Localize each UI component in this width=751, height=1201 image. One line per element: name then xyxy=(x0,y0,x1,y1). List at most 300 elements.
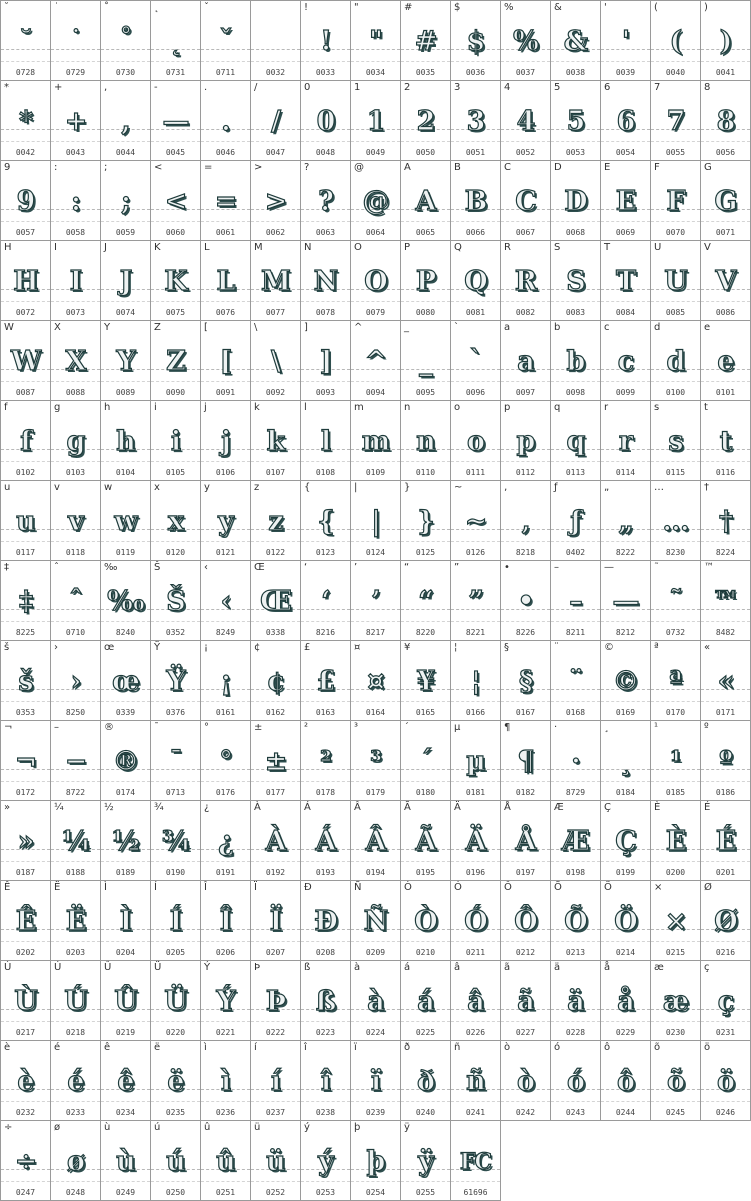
character-label: ¬ xyxy=(4,722,13,733)
glyph-preview: 3 xyxy=(466,106,485,137)
character-label: £ xyxy=(304,642,311,653)
glyph-preview: ³ xyxy=(370,746,381,777)
descender-guide xyxy=(101,1021,150,1022)
character-label: O xyxy=(354,242,362,253)
glyph-preview: ö xyxy=(716,1066,734,1097)
descender-guide xyxy=(101,381,150,382)
char-code: 0250 xyxy=(165,1188,186,1197)
character-label: 6 xyxy=(604,82,611,93)
char-code: 0079 xyxy=(365,308,386,317)
glyph-preview: S xyxy=(566,266,585,297)
glyph-cell xyxy=(1,401,51,481)
char-code: 0204 xyxy=(115,948,136,957)
character-label: X xyxy=(54,322,61,333)
glyph-cell xyxy=(451,81,501,161)
character-label: ¦ xyxy=(454,642,458,653)
character-label: | xyxy=(354,482,358,493)
glyph-preview: ã xyxy=(517,986,534,1017)
char-code: 0206 xyxy=(215,948,236,957)
descender-guide xyxy=(451,141,500,142)
descender-guide xyxy=(551,461,600,462)
glyph-preview: ¬ xyxy=(14,746,37,777)
character-label: Q xyxy=(454,242,462,253)
character-label: Ä xyxy=(454,802,461,813)
glyph-preview: Û xyxy=(114,986,137,1017)
glyph-cell xyxy=(251,801,301,881)
char-code: 0050 xyxy=(415,148,436,157)
descender-guide xyxy=(601,621,650,622)
character-label: ³ xyxy=(354,722,359,733)
glyph-preview: P xyxy=(415,266,436,297)
char-code: 0121 xyxy=(215,548,236,557)
character-label: = xyxy=(204,162,213,173)
character-label: 0 xyxy=(304,82,311,93)
char-code: 0172 xyxy=(15,788,36,797)
character-label: 2 xyxy=(404,82,411,93)
char-code: 0182 xyxy=(515,788,536,797)
char-code: 0200 xyxy=(665,868,686,877)
character-label: H xyxy=(4,242,12,253)
glyph-cell xyxy=(451,721,501,801)
glyph-preview: ~ xyxy=(464,506,487,537)
character-label: ÿ xyxy=(404,1122,410,1133)
char-code: 0213 xyxy=(565,948,586,957)
character-label: ‘ xyxy=(304,562,308,573)
glyph-preview: ð xyxy=(416,1066,434,1097)
character-label: ; xyxy=(104,162,108,173)
descender-guide xyxy=(501,541,550,542)
descender-guide xyxy=(401,141,450,142)
character-label: L xyxy=(204,242,210,253)
glyph-cell xyxy=(201,721,251,801)
glyph-preview: Ó xyxy=(464,906,487,937)
glyph-preview: û xyxy=(216,1146,235,1177)
descender-guide xyxy=(701,541,750,542)
character-label: k xyxy=(254,402,260,413)
glyph-preview: L xyxy=(216,266,235,297)
char-code: 0104 xyxy=(115,468,136,477)
glyph-cell xyxy=(451,321,501,401)
glyph-preview: ˛ xyxy=(169,26,182,57)
glyph-cell xyxy=(151,321,201,401)
glyph-preview: Ë xyxy=(65,906,86,937)
char-code: 0098 xyxy=(565,388,586,397)
character-label: ê xyxy=(104,1042,111,1053)
glyph-preview: ¼ xyxy=(61,826,90,857)
glyph-preview: þ xyxy=(366,1146,385,1177)
char-code: 0167 xyxy=(515,708,536,717)
character-label: p xyxy=(504,402,511,413)
character-label: 4 xyxy=(504,82,511,93)
glyph-preview: © xyxy=(612,666,639,697)
glyph-cell xyxy=(1,561,51,641)
descender-guide xyxy=(551,301,600,302)
char-code: 0097 xyxy=(515,388,536,397)
glyph-preview: N xyxy=(313,266,338,297)
descender-guide xyxy=(151,781,200,782)
glyph-cell xyxy=(201,961,251,1041)
descender-guide xyxy=(251,781,300,782)
glyph-preview: # xyxy=(414,26,437,57)
descender-guide xyxy=(151,861,200,862)
character-label: ˙ xyxy=(54,2,59,13)
glyph-cell xyxy=(51,161,101,241)
char-code: 0037 xyxy=(515,68,536,77)
char-code: 0064 xyxy=(365,228,386,237)
char-code: 0048 xyxy=(315,148,336,157)
descender-guide xyxy=(401,381,450,382)
character-label: r xyxy=(604,402,609,413)
glyph-preview: ê xyxy=(117,1066,134,1097)
char-code: 0179 xyxy=(365,788,386,797)
char-code: 61696 xyxy=(463,1188,488,1197)
descender-guide xyxy=(501,381,550,382)
glyph-preview: ¸ xyxy=(619,746,632,777)
character-label: ¡ xyxy=(204,642,209,653)
descender-guide xyxy=(451,861,500,862)
glyph-preview: “ xyxy=(418,586,433,617)
descender-guide xyxy=(1,301,50,302)
descender-guide xyxy=(1,381,50,382)
glyph-cell xyxy=(301,1041,351,1121)
glyph-cell xyxy=(601,241,651,321)
glyph-preview: M xyxy=(261,266,290,297)
char-code: 0082 xyxy=(515,308,536,317)
descender-guide xyxy=(201,1101,250,1102)
character-label: È xyxy=(654,802,661,813)
descender-guide xyxy=(351,941,400,942)
glyph-preview: ý xyxy=(318,1146,333,1177)
glyph-cell xyxy=(1,881,51,961)
char-code: 0176 xyxy=(215,788,236,797)
char-code: 0074 xyxy=(115,308,136,317)
descender-guide xyxy=(251,381,300,382)
char-code: 0233 xyxy=(65,1108,86,1117)
char-code: 0056 xyxy=(715,148,736,157)
glyph-cell xyxy=(451,641,501,721)
glyph-preview: ¥ xyxy=(416,666,435,697)
glyph-preview: Ÿ xyxy=(166,666,185,697)
char-code: 0107 xyxy=(265,468,286,477)
descender-guide xyxy=(301,461,350,462)
glyph-cell xyxy=(51,1,101,81)
glyph-preview: 7 xyxy=(666,106,685,137)
glyph-preview: | xyxy=(371,506,380,537)
glyph-preview: Ð xyxy=(314,906,337,937)
glyph-cell xyxy=(401,481,451,561)
glyph-cell xyxy=(1,81,51,161)
glyph-cell xyxy=(701,321,751,401)
character-label: « xyxy=(704,642,711,653)
descender-guide xyxy=(351,221,400,222)
char-code: 0161 xyxy=(215,708,236,717)
glyph-preview: Ï xyxy=(269,906,282,937)
glyph-cell xyxy=(51,961,101,1041)
descender-guide xyxy=(601,701,650,702)
glyph-cell xyxy=(601,1,651,81)
descender-guide xyxy=(351,461,400,462)
descender-guide xyxy=(651,1101,700,1102)
character-label: 5 xyxy=(554,82,561,93)
descender-guide xyxy=(551,701,600,702)
char-code: 0186 xyxy=(715,788,736,797)
descender-guide xyxy=(51,61,100,62)
glyph-cell xyxy=(651,81,701,161)
descender-guide xyxy=(351,381,400,382)
char-code: 0049 xyxy=(365,148,386,157)
descender-guide xyxy=(251,1021,300,1022)
character-label: ¼ xyxy=(54,802,64,813)
character-label: P xyxy=(404,242,411,253)
glyph-cell xyxy=(1,241,51,321)
glyph-cell xyxy=(551,241,601,321)
descender-guide xyxy=(351,1101,400,1102)
glyph-preview: Œ xyxy=(260,586,291,617)
char-code: 0076 xyxy=(215,308,236,317)
descender-guide xyxy=(701,381,750,382)
glyph-preview: ß xyxy=(315,986,336,1017)
glyph-preview: ° xyxy=(219,746,232,777)
glyph-cell xyxy=(301,1121,351,1201)
glyph-cell xyxy=(201,801,251,881)
glyph-preview: ™ xyxy=(712,586,739,617)
glyph-cell xyxy=(301,881,351,961)
descender-guide xyxy=(1,1021,50,1022)
descender-guide xyxy=(201,461,250,462)
glyph-cell xyxy=(651,641,701,721)
character-label: y xyxy=(204,482,210,493)
char-code: 0063 xyxy=(315,228,336,237)
character-label: V xyxy=(704,242,711,253)
glyph-preview: « xyxy=(717,666,734,697)
character-label: j xyxy=(204,402,207,413)
glyph-preview: õ xyxy=(666,1066,684,1097)
character-label: f xyxy=(4,402,8,413)
glyph-cell xyxy=(701,401,751,481)
char-code: 8729 xyxy=(565,788,586,797)
char-code: 0036 xyxy=(465,68,486,77)
descender-guide xyxy=(201,621,250,622)
glyph-cell xyxy=(501,961,551,1041)
glyph-cell xyxy=(501,1041,551,1121)
descender-guide xyxy=(201,301,250,302)
descender-guide xyxy=(601,541,650,542)
char-code: 0710 xyxy=(65,628,86,637)
descender-guide xyxy=(351,541,400,542)
glyph-cell xyxy=(451,1,501,81)
glyph-preview: % xyxy=(513,26,538,57)
character-label: ? xyxy=(304,162,310,173)
glyph-cell xyxy=(451,801,501,881)
char-code: 0045 xyxy=(165,148,186,157)
glyph-preview: Ø xyxy=(714,906,737,937)
character-label: Ö xyxy=(604,882,612,893)
glyph-cell xyxy=(1,321,51,401)
descender-guide xyxy=(101,1101,150,1102)
glyph-cell xyxy=(651,1,701,81)
glyph-cell xyxy=(151,641,201,721)
descender-guide xyxy=(451,461,500,462)
character-label: % xyxy=(504,2,514,13)
glyph-preview: ˜ xyxy=(669,586,682,617)
character-label: ' xyxy=(604,2,607,13)
character-label: û xyxy=(204,1122,211,1133)
descender-guide xyxy=(451,781,500,782)
descender-guide xyxy=(51,621,100,622)
glyph-preview: è xyxy=(17,1066,34,1097)
glyph-cell xyxy=(701,161,751,241)
descender-guide xyxy=(301,141,350,142)
character-label: l xyxy=(304,402,307,413)
descender-guide xyxy=(701,1101,750,1102)
descender-guide xyxy=(151,301,200,302)
char-code: 0251 xyxy=(215,1188,236,1197)
char-code: 0353 xyxy=(15,708,36,717)
glyph-preview: g xyxy=(66,426,85,457)
char-code: 0201 xyxy=(715,868,736,877)
glyph-preview: Ñ xyxy=(363,906,388,937)
glyph-preview: ¡ xyxy=(220,666,231,697)
glyph-preview: = xyxy=(214,186,237,217)
glyph-preview: µ xyxy=(466,746,485,777)
char-code: 0235 xyxy=(165,1108,186,1117)
glyph-cell xyxy=(151,81,201,161)
descender-guide xyxy=(201,381,250,382)
descender-guide xyxy=(451,541,500,542)
glyph-cell xyxy=(1,481,51,561)
character-label: § xyxy=(504,642,509,653)
char-code: 0239 xyxy=(365,1108,386,1117)
character-label: ô xyxy=(604,1042,611,1053)
glyph-preview: ª xyxy=(669,666,682,697)
glyph-cell xyxy=(551,1041,601,1121)
character-label: – xyxy=(554,562,559,573)
descender-guide xyxy=(201,781,250,782)
glyph-preview: G xyxy=(714,186,737,217)
char-code: 0093 xyxy=(315,388,336,397)
character-label: Å xyxy=(504,802,511,813)
character-label: ° xyxy=(204,722,209,733)
char-code: 0216 xyxy=(715,948,736,957)
glyph-preview: ˘ xyxy=(19,26,32,57)
descender-guide xyxy=(201,541,250,542)
descender-guide xyxy=(101,781,150,782)
glyph-cell xyxy=(701,81,751,161)
glyph-preview: J xyxy=(119,266,132,297)
char-code: 0177 xyxy=(265,788,286,797)
glyph-preview: A xyxy=(415,186,436,217)
descender-guide xyxy=(201,861,250,862)
char-code: 0163 xyxy=(315,708,336,717)
char-code: 8249 xyxy=(215,628,236,637)
glyph-cell xyxy=(351,1,401,81)
glyph-cell xyxy=(351,1121,401,1201)
descender-guide xyxy=(301,221,350,222)
character-label: Ù xyxy=(4,962,12,973)
char-code: 0035 xyxy=(415,68,436,77)
glyph-cell xyxy=(351,321,401,401)
character-label: ¤ xyxy=(354,642,361,653)
character-label: ( xyxy=(654,2,658,13)
descender-guide xyxy=(701,1021,750,1022)
character-label: g xyxy=(54,402,61,413)
glyph-preview: ì xyxy=(220,1066,231,1097)
glyph-cell xyxy=(151,1121,201,1201)
glyph-preview: ‹ xyxy=(220,586,231,617)
descender-guide xyxy=(701,701,750,702)
char-code: 0731 xyxy=(165,68,186,77)
char-code: 0077 xyxy=(265,308,286,317)
glyph-cell xyxy=(301,561,351,641)
glyph-preview: ® xyxy=(112,746,139,777)
character-label: Ô xyxy=(504,882,512,893)
character-label: t xyxy=(704,402,708,413)
descender-guide xyxy=(651,461,700,462)
glyph-cell xyxy=(51,561,101,641)
glyph-cell xyxy=(101,321,151,401)
glyph-cell xyxy=(101,561,151,641)
char-code: 0081 xyxy=(465,308,486,317)
char-code: 0223 xyxy=(315,1028,336,1037)
descender-guide xyxy=(51,461,100,462)
char-code: 0248 xyxy=(65,1188,86,1197)
char-code: 0032 xyxy=(265,68,286,77)
glyph-preview: u xyxy=(16,506,35,537)
character-label: J xyxy=(104,242,107,253)
descender-guide xyxy=(1,1181,50,1182)
glyph-preview: Å xyxy=(515,826,536,857)
character-label: ’ xyxy=(354,562,358,573)
glyph-preview: ¢ xyxy=(266,666,285,697)
descender-guide xyxy=(601,381,650,382)
char-code: 0113 xyxy=(565,468,586,477)
glyph-cell xyxy=(51,721,101,801)
glyph-preview: y xyxy=(218,506,233,537)
character-label: î xyxy=(304,1042,307,1053)
descender-guide xyxy=(651,621,700,622)
glyph-cell xyxy=(551,1,601,81)
descender-guide xyxy=(251,941,300,942)
char-code: 0058 xyxy=(65,228,86,237)
descender-guide xyxy=(101,861,150,862)
char-code: 0039 xyxy=(615,68,636,77)
character-label: h xyxy=(104,402,111,413)
glyph-preview: a xyxy=(517,346,534,377)
descender-guide xyxy=(201,1021,250,1022)
char-code: 0196 xyxy=(465,868,486,877)
glyph-cell xyxy=(701,961,751,1041)
glyph-preview: Ô xyxy=(514,906,537,937)
character-label: 8 xyxy=(704,82,711,93)
glyph-cell xyxy=(151,401,201,481)
character-label: — xyxy=(604,562,614,573)
glyph-preview: Æ xyxy=(562,826,589,857)
descender-guide xyxy=(501,221,550,222)
glyph-cell xyxy=(151,801,201,881)
glyph-cell xyxy=(701,641,751,721)
glyph-preview: ò xyxy=(516,1066,534,1097)
descender-guide xyxy=(501,61,550,62)
char-code: 8224 xyxy=(715,548,736,557)
descender-guide xyxy=(1,861,50,862)
char-code: 0069 xyxy=(615,228,636,237)
descender-guide xyxy=(351,1181,400,1182)
char-code: 0171 xyxy=(715,708,736,717)
character-label: b xyxy=(554,322,561,333)
glyph-preview: ñ xyxy=(466,1066,485,1097)
glyph-preview: Ü xyxy=(164,986,187,1017)
char-code: 0038 xyxy=(565,68,586,77)
